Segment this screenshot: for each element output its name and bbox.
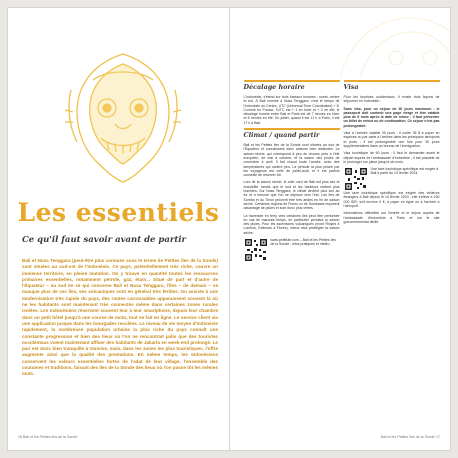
chapter-title: Les essentiels bbox=[17, 198, 220, 227]
section-paragraph: La traversée en ferry vers certaines îles peut être perturbée en cas de mauvais temps, en particulier pendant la saison des pluies. Pour les ascensions volcaniques (mont Rinjani à Lombok, Kelimutu à Flores), mieux vaut privilégier la saison sèche. bbox=[243, 213, 340, 235]
qr-block bbox=[344, 167, 440, 191]
section-paragraph: Visa touristique de 60 jours ; il faut le demander avant le départ auprès de l'ambassade d'Indonésie ; il est possible de le prolonger sur place jusqu'à six mois. bbox=[343, 151, 440, 164]
section-paragraph: Lors de la saison sèche, le côté nord de Bali est plus sec et ensoleillé, tandis que le sud et les hauteurs restent plus humides. Sur Nusa Tenggara, le climat devient plus sec au fur et à mesure que l'on se déplace vers l'est. Les îles de Sumba et du Timor peuvent être très arides en fin de saison sèche. Certaines régions de Flores ou de Sumbawa reçoivent davantage de pluies et sont donc plus vertes. bbox=[243, 180, 340, 211]
left-page bbox=[8, 8, 230, 450]
section-decalage bbox=[244, 80, 340, 125]
column-right bbox=[344, 80, 440, 227]
right-page bbox=[230, 8, 451, 450]
section-paragraph: L'Indonésie, s'étend sur trois fuseaux horaires : ouest, centre et est. À Bali comme à Nusa Tenggara, c'est le temps de l'Indonésie du Centre, UTC (Universal Time Coordinated) + 8. Comme en France, l'UTC est + 1 en hiver et + 2 en été, le décalage horaire entre Bali et Paris est de 7 heures en hiver et 6 heures en été. En juillet, quand il est 11 h à Paris, il est 17 h à Bali. bbox=[243, 95, 340, 125]
folio-right: Bali et les Petites îles de la Sonde 17 bbox=[380, 435, 440, 439]
section-paragraph: Une taxe touristique spécifique est exigée des visiteurs étrangers à Bali depuis le 14 février 2024 ; elle s'élève à 150 000 IDR, soit environ 9 €, à payer en ligne ou à l'arrivée à l'aéroport. bbox=[343, 191, 440, 209]
column-left bbox=[244, 80, 340, 262]
folio-left: 16 Bali et les Petites îles de la Sonde bbox=[18, 435, 78, 439]
qr-block bbox=[244, 238, 340, 262]
qr-code-icon[interactable] bbox=[244, 238, 268, 262]
section-climat bbox=[244, 128, 340, 262]
qr-code-icon[interactable] bbox=[344, 167, 368, 191]
section-paragraph: Informations officielles sur l'entrée et le séjour auprès de l'ambassade d'Indonésie à Paris et sur le site gouvernemental dédié. bbox=[343, 211, 440, 224]
book-spread bbox=[8, 8, 450, 450]
section-heading: Climat / quand partir bbox=[244, 128, 340, 141]
qr-caption: Une taxe touristique spécifique est exigée à Bali à partir du 14 février 2024. bbox=[370, 167, 439, 176]
section-heading: Visa bbox=[344, 80, 440, 93]
section-paragraph: Bali et les Petites îles de la Sonde sont situées au sud de l'Équateur et connaissent deux saisons bien distinctes. La saison sèche, qui correspond à peu de choses près à l'été européen, de mai à octobre, et la saison des pluies de novembre à avril. Il fait chaud toute l'année, avec des températures qui varient peu. La période la plus prisée par les voyageurs est celle de juillet-août, et il est parfois conseillé de réserver tôt. bbox=[243, 143, 340, 178]
barong-mask-ornament bbox=[63, 50, 183, 185]
qr-caption: www.petitfute.com – Bali et les Petites îles de la Sonde : infos pratiques et météo. bbox=[270, 238, 337, 247]
decorative-mask-watermark bbox=[320, 8, 450, 88]
intro-text: Bali et Nusa Tenggara (peut-être plus connues sous le terme de Petites îles de la Sonde) sont situées au sud-est de l'Indonésie. Ce pays, potentiellement très riche, couvre un immense territoire, en pleine mutation. On y trouve en quantité toutes les ressources primaires essentielles, notamment pétrole, gaz, étain... Situé de part et d'autre de l'Équateur – au sud en ce qui concerne Bali et Nusa Tenggara, l'îles – de demain – se manque plus de ces îles, ses volcaniques sont en général très fertiles. On assiste à une modernisation très rapide du pays, des routes carrossables apparaissent souvent là où ne les habitants sont maintenant très connectés même dans certaines zones rurales isolées. Les Indonésiens réservent souvent leur à leur smartphone, depuis leur chambre dans un petit hôtel jusqu'à une course de moto, tout se fait en ligne. Le service client via une application jusque dans les bourgades reculées. Le niveau de vie moyen d'Indonésie rapidement, la nombreuse population urbaine la plus riche du pays connaît une constante progression et bien des lieux où l'on ne rencontrait jadis que des touristes occidentaux voient maintenant affluer des habitants de Jakarta en week-end prolongé. Le pari est donc bien tranquille à Vanoise, mais, dans les zones les plus touristiques, l'offre augmente ainsi que la qualité des prestations. En même temps, les Indonésiens conservent les valeurs essentielles fortes de l'adat de leur village, l'ensemble des coutumes et traditions, faisant des îles de la Sonde des lieux où l'on passe tôt les mêmes mots. bbox=[22, 258, 218, 377]
section-heading: Décalage horaire bbox=[244, 80, 340, 93]
section-paragraph: Pour les touristes occidentaux, il existe trois façons de séjourner en Indonésie : bbox=[343, 95, 440, 104]
section-paragraph: Sans visa, pour un séjour de 30 jours maximum ; le passeport doit contenir une page vierge et être valable plus de 6 mois après la date de retour ; il faut présenter un billet de retour ou de continuation. Ce séjour n'est pas prolongeable. bbox=[343, 106, 440, 128]
section-visa bbox=[344, 80, 440, 224]
chapter-subtitle: Ce qu'il faut savoir avant de partir bbox=[22, 235, 186, 245]
section-paragraph: Visa à l'arrivée valable 30 jours ; il coûte 35 $ à payer en espèces ou par carte à l'arrivée dans les principaux aéroports et ports ; il est prolongeable une fois pour 30 jours supplémentaires dans un bureau de l'immigration. bbox=[343, 131, 440, 148]
